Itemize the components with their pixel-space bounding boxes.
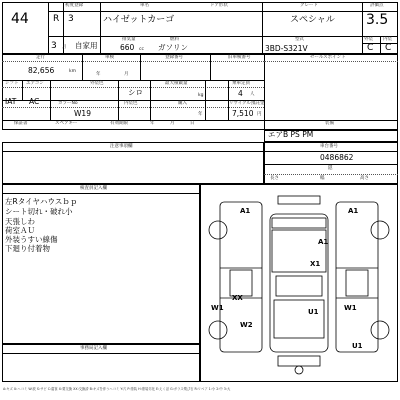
left-door bbox=[230, 270, 252, 296]
guarantee-label: 保証書 bbox=[14, 121, 28, 126]
car-left-side-outline bbox=[220, 202, 262, 352]
ext-color-label: 外装色 bbox=[90, 81, 104, 86]
office-title: 事務局記入欄 bbox=[80, 346, 107, 351]
inspector-line: 左Rタイヤハウスｂｐ bbox=[5, 197, 78, 206]
chassis-hidden: 隠 bbox=[328, 166, 333, 171]
fuel: ガソリン bbox=[158, 43, 188, 52]
expiry-month: 月 bbox=[170, 121, 175, 126]
lot-number: 44 bbox=[11, 11, 29, 27]
damage-rear-top: U1 bbox=[308, 308, 319, 316]
max-load-unit: kg bbox=[198, 93, 204, 98]
month-unit: 月 bbox=[62, 45, 67, 50]
exterior-score: C bbox=[367, 43, 374, 53]
color-no: W19 bbox=[74, 109, 91, 118]
max-load-label: 最大積載量 bbox=[165, 81, 188, 86]
purchase-unit: 年 bbox=[198, 112, 203, 117]
car-right-side-outline bbox=[336, 202, 378, 352]
interior-score-label: 内装 bbox=[383, 37, 392, 42]
front-bumper bbox=[278, 196, 320, 204]
rear-bumper bbox=[278, 356, 320, 366]
inspection-year-unit: 年 bbox=[96, 72, 101, 77]
first-reg-label: 初度登録 bbox=[65, 3, 83, 8]
era-year: 3 bbox=[68, 14, 74, 24]
shift-label: シフト bbox=[5, 81, 19, 86]
month: 3 bbox=[51, 41, 57, 51]
front-right-wheel bbox=[371, 221, 389, 239]
inspector-line: 下廻り付着物 bbox=[5, 244, 50, 253]
inspector-line: 荷室ＡＵ bbox=[5, 226, 35, 235]
inspector-title: 検査員記入欄 bbox=[80, 186, 107, 191]
mileage-unit: km bbox=[69, 69, 76, 74]
int-color-label: 内装色 bbox=[124, 101, 138, 106]
damage-rear-quarter: W1 bbox=[344, 304, 357, 312]
damage-side-right: W1 bbox=[211, 304, 224, 312]
color-no-label: カラーNo bbox=[58, 101, 78, 106]
damage-rear-left: W2 bbox=[240, 321, 253, 329]
car-name-label: 車名 bbox=[140, 3, 149, 8]
recycle-label: リサイクル預託金 bbox=[229, 101, 265, 106]
damage-front-left: A1 bbox=[240, 207, 251, 215]
damage-side-left: XX bbox=[232, 294, 243, 302]
damage-bonnet: A1 bbox=[318, 238, 329, 246]
damage-front-right: A1 bbox=[348, 207, 359, 215]
grade-label: グレード bbox=[300, 3, 318, 8]
car-damage-diagram bbox=[200, 190, 398, 380]
interior-score: C bbox=[385, 43, 392, 53]
rear-right-wheel bbox=[371, 321, 389, 339]
chassis-number: 0486862 bbox=[320, 153, 354, 162]
legend-footer: A:キズ U:ヘコミ W:波 S:サビ C:腐食 X:要交換 XX:交換済 B:キズを伴うヘコミ Y:穴 P:塗装 H:塗装劣化 E:えくぼ G:ガラス飛び石 R:リペア 1:小 2:中 3:大 bbox=[3, 387, 231, 391]
score-label: 評価点 bbox=[370, 3, 384, 8]
exterior-score-label: 外装 bbox=[364, 37, 373, 42]
car-name: ハイゼットカーゴ bbox=[103, 15, 175, 25]
displacement: 660 bbox=[120, 43, 135, 52]
ext-color: シロ bbox=[128, 88, 143, 97]
rear-left-wheel bbox=[209, 321, 227, 339]
aircon: AC bbox=[29, 97, 40, 106]
right-door bbox=[346, 270, 368, 296]
reg-no-label: 登録番号 bbox=[165, 55, 183, 60]
front-left-wheel bbox=[209, 221, 227, 239]
era-label: R bbox=[53, 14, 60, 24]
inspector-line: 天張しわ bbox=[5, 217, 35, 226]
expiry-day: 日 bbox=[190, 121, 195, 126]
equipment-label: 装備 bbox=[325, 121, 334, 126]
model-label: 型式 bbox=[295, 37, 304, 42]
cargo-bed bbox=[274, 300, 324, 338]
notes-title: 注意事項欄 bbox=[110, 144, 133, 149]
shift: IAT bbox=[5, 97, 17, 106]
equipment: エアB PS PM bbox=[268, 130, 314, 139]
vehicle-grid bbox=[2, 54, 398, 130]
windshield bbox=[272, 218, 326, 228]
fuel-cap-circle bbox=[295, 366, 303, 374]
capacity: 4 bbox=[238, 89, 243, 98]
mileage-label: 走行 bbox=[36, 55, 45, 60]
expiry-label: 有効期限 bbox=[110, 121, 128, 126]
prior-inspection-label: 旧車検番号 bbox=[228, 55, 251, 60]
capacity-unit: 人 bbox=[250, 92, 255, 97]
inspector-line: シート切れ・破れ小 bbox=[5, 207, 73, 216]
damage-roof: X1 bbox=[310, 260, 321, 268]
damage-bed: U1 bbox=[352, 342, 363, 350]
sale-points-title: セールスポイント bbox=[310, 55, 346, 60]
mid-panel bbox=[276, 276, 322, 296]
fuel-label: 燃料 bbox=[170, 37, 179, 42]
door-label: ドア形状 bbox=[210, 3, 228, 8]
displacement-label: 排気量 bbox=[122, 37, 136, 42]
width-label: 幅 bbox=[320, 176, 325, 181]
chassis-title: 車台番号 bbox=[320, 144, 338, 149]
inspection-label: 車検 bbox=[105, 55, 114, 60]
spare-key-label: スペアキー bbox=[55, 121, 78, 126]
notes-block bbox=[2, 142, 264, 184]
purchase-label: 購入 bbox=[178, 101, 187, 106]
model: 3BD-S321V bbox=[265, 44, 308, 53]
inspection-month-unit: 月 bbox=[124, 72, 129, 77]
height-label: 高さ bbox=[360, 176, 369, 181]
grade: スペシャル bbox=[290, 15, 335, 25]
displacement-unit: cc bbox=[139, 47, 144, 52]
capacity-label: 乗車定員 bbox=[232, 81, 250, 86]
recycle: 7,510 bbox=[232, 109, 254, 118]
score: 3.5 bbox=[366, 12, 389, 28]
car-top-outline bbox=[270, 214, 328, 352]
use-type: 自家用 bbox=[75, 41, 98, 50]
aircon-label: エアコン bbox=[26, 81, 44, 86]
inspector-line: 外装うすい線傷 bbox=[5, 235, 58, 244]
length-label: 長さ bbox=[270, 176, 279, 181]
recycle-unit: 円 bbox=[257, 112, 262, 117]
mileage: 82,656 bbox=[28, 66, 55, 75]
expiry-year: 年 bbox=[150, 121, 155, 126]
